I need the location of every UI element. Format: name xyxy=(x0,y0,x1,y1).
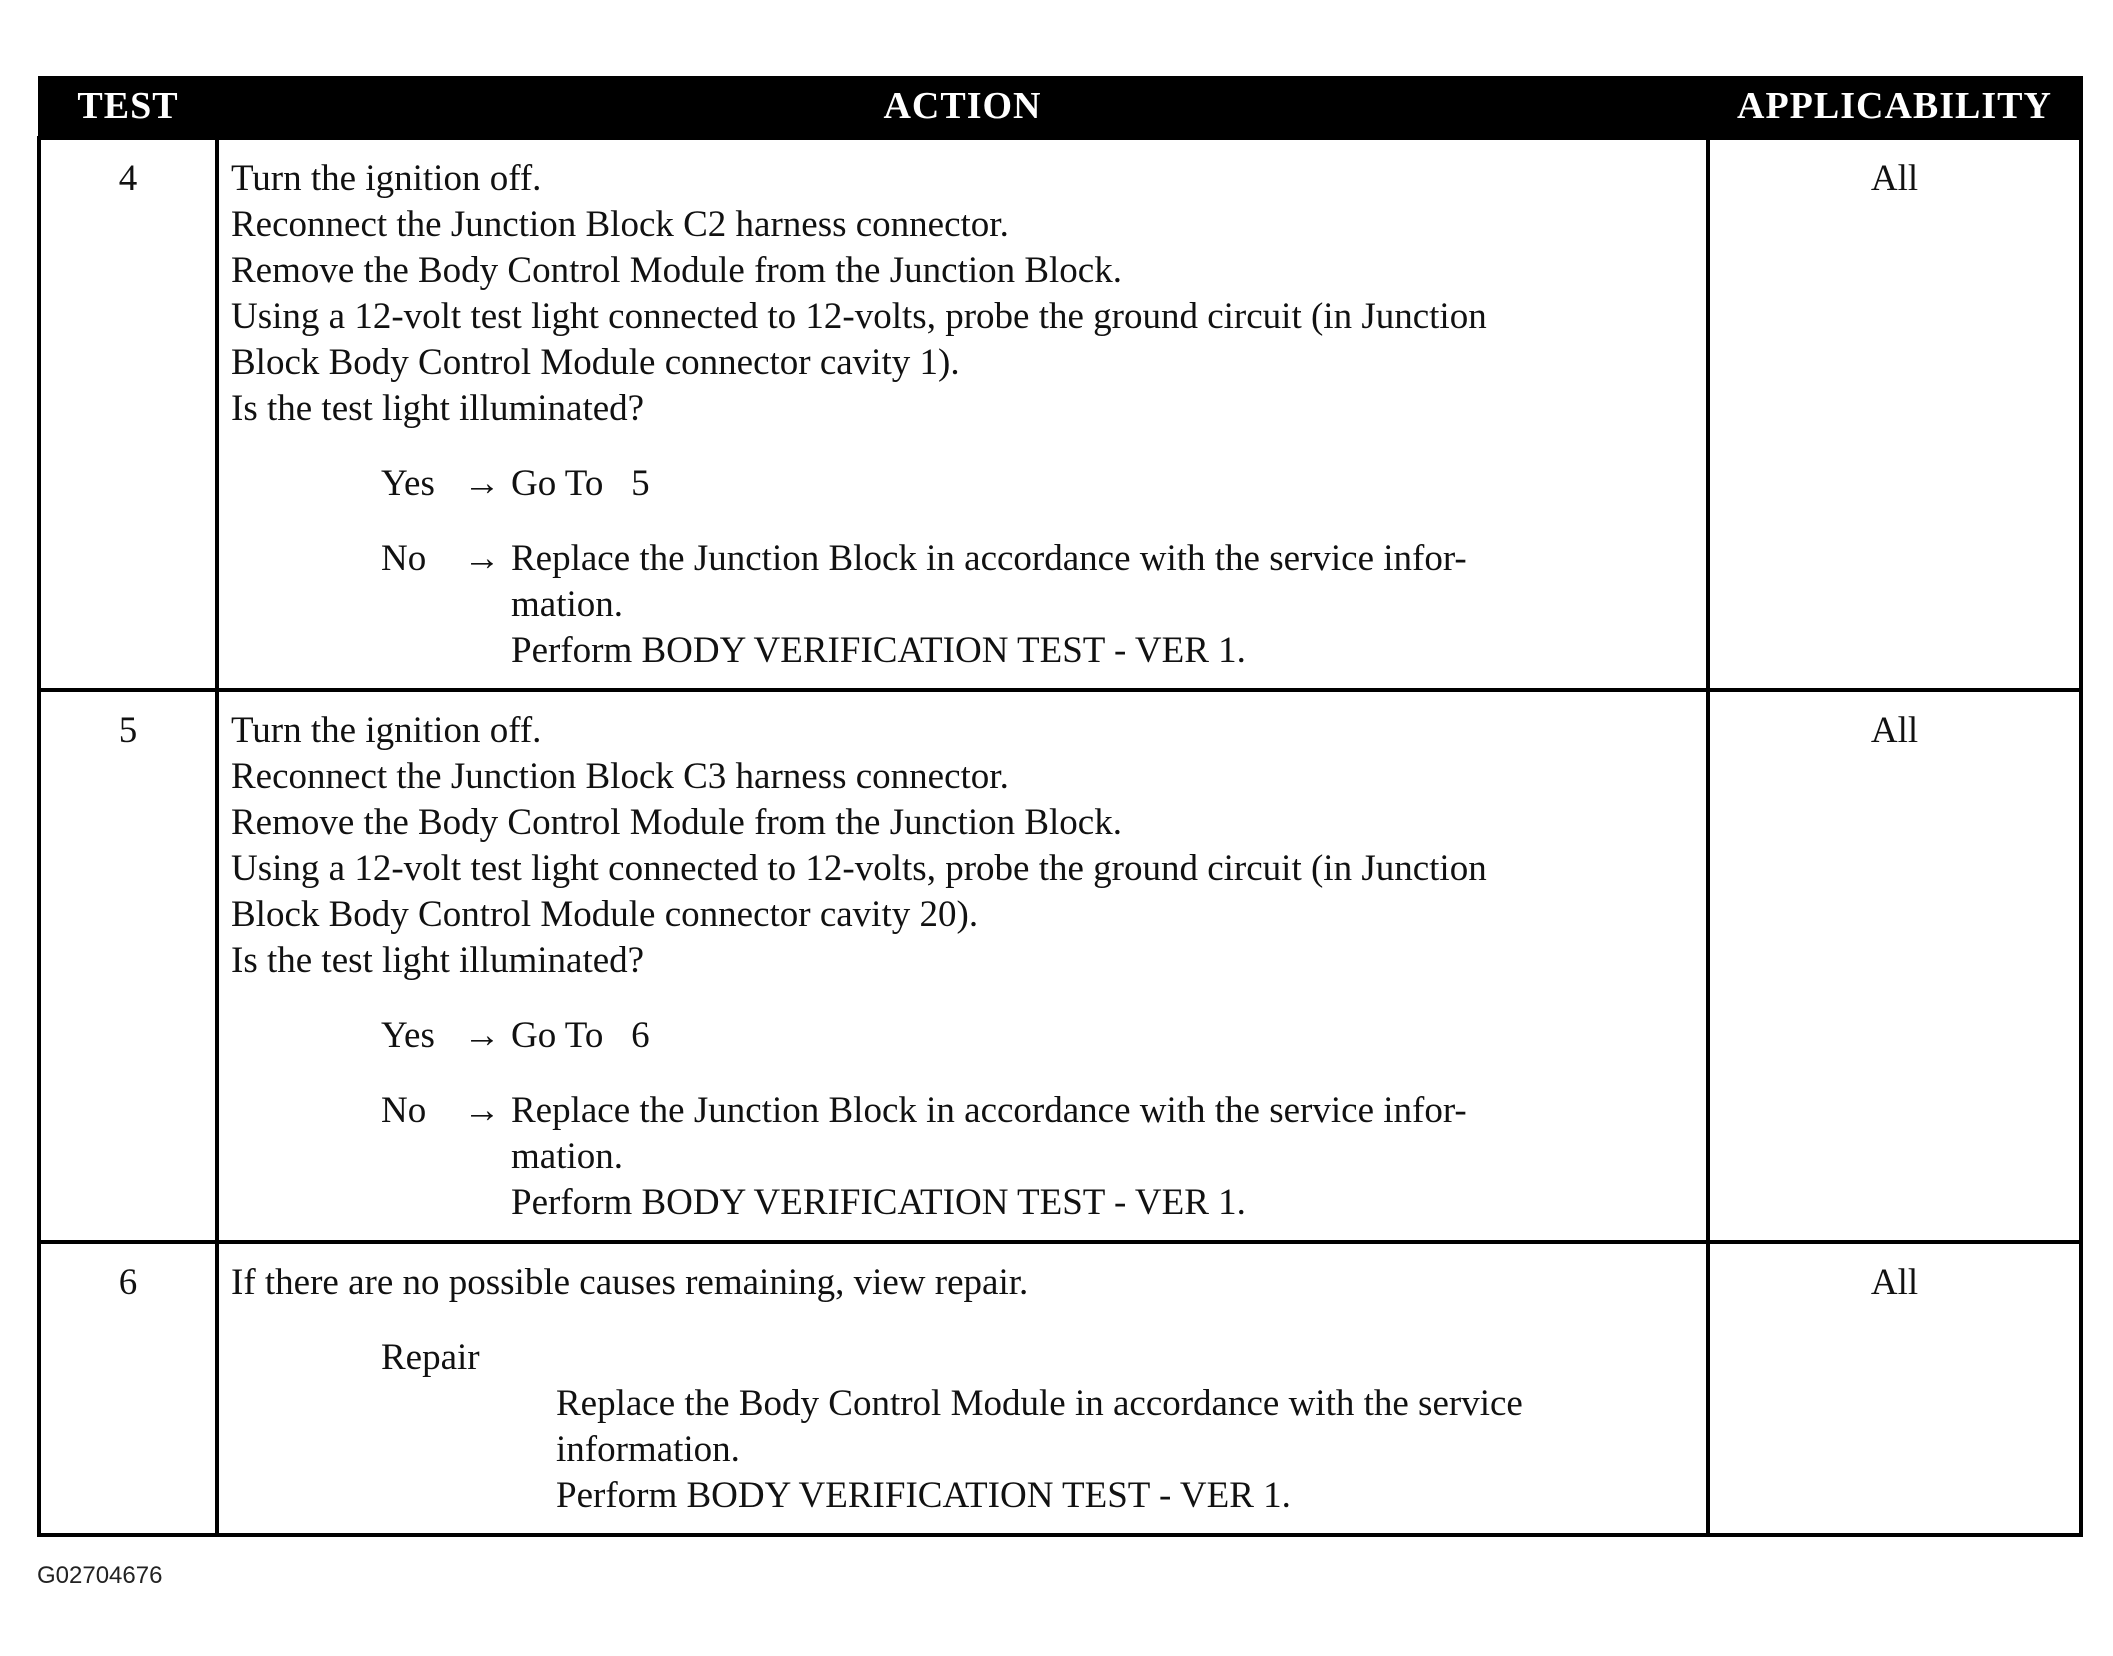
action-line: Is the test light illuminated? xyxy=(231,388,645,429)
no-result-line: mation. xyxy=(511,584,624,625)
yes-result: Go To 6 xyxy=(511,1015,650,1056)
yes-result: Go To 5 xyxy=(511,463,650,504)
table-row xyxy=(39,690,2081,1242)
no-label: No xyxy=(381,1090,427,1131)
repair-line: information. xyxy=(556,1429,740,1470)
header-test: TEST xyxy=(39,76,217,138)
action-line: Reconnect the Junction Block C3 harness connector. xyxy=(231,756,1009,797)
applicability-value: All xyxy=(1708,138,2081,690)
no-branch xyxy=(381,536,1700,674)
action-line: Reconnect the Junction Block C2 harness connector. xyxy=(231,204,1009,245)
repair-line: Replace the Body Control Module in accordance with the service xyxy=(556,1383,1523,1424)
arrow-icon: → xyxy=(463,1090,501,1131)
repair-body xyxy=(556,1381,1700,1519)
test-number: 4 xyxy=(39,138,217,690)
applicability-value: All xyxy=(1708,690,2081,1242)
yes-branch xyxy=(381,1013,1700,1059)
no-label: No xyxy=(381,538,427,579)
action-line: Is the test light illuminated? xyxy=(231,940,645,981)
no-branch xyxy=(381,1088,1700,1226)
table-header-row xyxy=(39,76,2081,138)
action-line: Turn the ignition off. xyxy=(231,158,542,199)
header-action: ACTION xyxy=(217,76,1708,138)
repair-label: Repair xyxy=(381,1337,480,1378)
action-line: Remove the Body Control Module from the Junction Block. xyxy=(231,802,1122,843)
repair-line: Perform BODY VERIFICATION TEST - VER 1. xyxy=(556,1475,1291,1516)
no-result-line: Perform BODY VERIFICATION TEST - VER 1. xyxy=(511,1182,1246,1223)
table-row xyxy=(39,138,2081,690)
figure-id: G02704676 xyxy=(37,1562,163,1589)
yes-label: Yes xyxy=(381,1015,435,1056)
no-result xyxy=(511,536,1700,674)
arrow-icon: → xyxy=(463,538,501,579)
yes-branch xyxy=(381,461,1700,507)
action-cell xyxy=(217,1242,1708,1535)
action-line: Remove the Body Control Module from the Junction Block. xyxy=(231,250,1122,291)
diagnostic-test-sheet xyxy=(37,76,2079,1537)
header-applicability: APPLICABILITY xyxy=(1708,76,2081,138)
action-line: Block Body Control Module connector cavity 1). xyxy=(231,342,960,383)
arrow-icon: → xyxy=(463,1015,501,1056)
no-result xyxy=(511,1088,1700,1226)
no-result-line: Perform BODY VERIFICATION TEST - VER 1. xyxy=(511,630,1246,671)
test-number: 6 xyxy=(39,1242,217,1535)
action-line: Block Body Control Module connector cavity 20). xyxy=(231,894,979,935)
no-result-line: Replace the Junction Block in accordance with the service infor- xyxy=(511,538,1467,579)
action-cell xyxy=(217,690,1708,1242)
action-line: If there are no possible causes remaining, view repair. xyxy=(231,1262,1029,1303)
action-line: Using a 12-volt test light connected to 12-volts, probe the ground circuit (in Junction xyxy=(231,848,1487,889)
arrow-icon: → xyxy=(463,463,501,504)
yes-label: Yes xyxy=(381,463,435,504)
no-result-line: mation. xyxy=(511,1136,624,1177)
action-cell xyxy=(217,138,1708,690)
action-line: Turn the ignition off. xyxy=(231,710,542,751)
action-line: Using a 12-volt test light connected to 12-volts, probe the ground circuit (in Junction xyxy=(231,296,1487,337)
no-result-line: Replace the Junction Block in accordance with the service infor- xyxy=(511,1090,1467,1131)
diagnostic-table xyxy=(37,76,2083,1537)
test-number: 5 xyxy=(39,690,217,1242)
table-row xyxy=(39,1242,2081,1535)
applicability-value: All xyxy=(1708,1242,2081,1535)
